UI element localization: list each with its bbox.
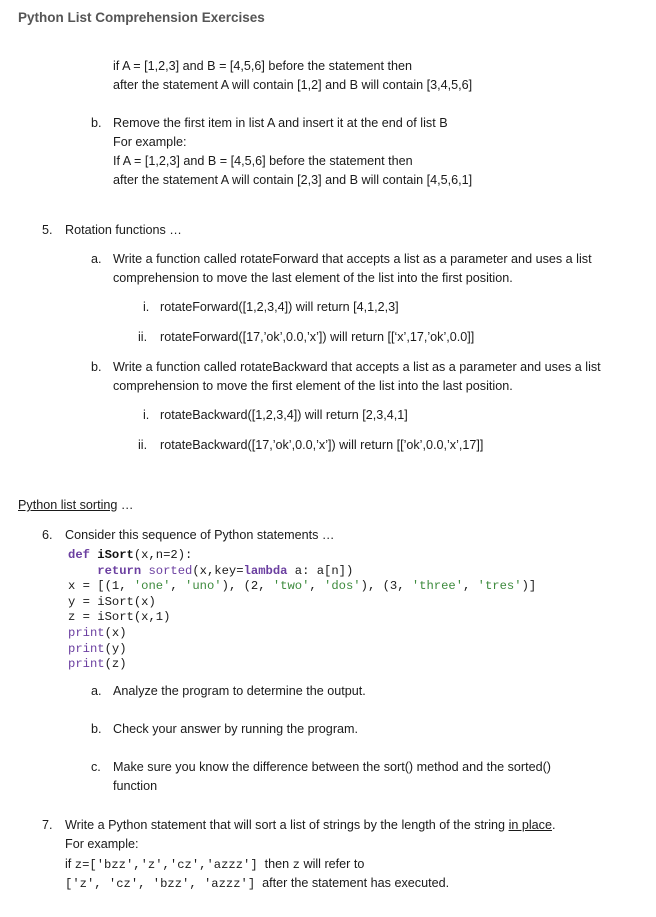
example-line xyxy=(65,874,449,894)
code-block xyxy=(68,548,536,673)
code-line: print(x) xyxy=(68,625,127,640)
section-heading-ellipsis: … xyxy=(117,498,134,512)
text-part: will refer to xyxy=(299,857,365,871)
list-marker: b. xyxy=(91,360,102,374)
exercise-text: after the statement A will contain [2,3] and B will contain [4,5,6,1] xyxy=(113,173,473,187)
exercise-text: function xyxy=(113,779,158,793)
text-part: after the statement has executed. xyxy=(255,876,450,890)
section-heading-text: Python list sorting xyxy=(18,498,118,512)
text-part: if xyxy=(65,857,75,871)
list-marker: i. xyxy=(143,408,150,422)
list-marker: a. xyxy=(91,684,102,698)
exercise-text: Analyze the program to determine the output. xyxy=(113,684,366,698)
exercise-text: Remove the first item in list A and insert it at the end of list B xyxy=(113,116,448,130)
exercise-text: For example: xyxy=(65,837,139,851)
exercise-text: Write a function called rotateBackward that accepts a list as a parameter and uses a list xyxy=(113,360,601,374)
exercise-text: comprehension to move the first element of the list into the last position. xyxy=(113,379,513,393)
code-line: def iSort(x,n=2): xyxy=(68,548,193,562)
code-line: return sorted(x,key=lambda a: a[n]) xyxy=(97,563,354,578)
inline-code: ['z', 'cz', 'bzz', 'azzz'] xyxy=(65,877,256,891)
code-line: x = [(1, 'one', 'uno'), (2, 'two', 'dos'), (3, 'three', 'tres')] xyxy=(68,579,537,594)
example-line: rotateForward([17,’ok’,0.0,’x’]) will return [[‘x’,17,’ok’,0.0]] xyxy=(160,330,475,344)
code-line: print(y) xyxy=(68,641,127,656)
question-title: Consider this sequence of Python statements … xyxy=(65,528,335,542)
list-marker: b. xyxy=(91,722,102,736)
example-line: after the statement A will contain [1,2] and B will contain [3,4,5,6] xyxy=(113,78,473,92)
code-line: print(z) xyxy=(68,657,127,672)
code-line: z = iSort(x,1) xyxy=(68,610,171,625)
example-line: if A = [1,2,3] and B = [4,5,6] before the statement then xyxy=(113,59,412,73)
question-number: 6. xyxy=(42,528,53,542)
inline-code: z=['bzz','z','cz','azzz'] xyxy=(74,858,258,872)
exercise-text: Make sure you know the difference between the sort() method and the sorted() xyxy=(113,760,551,774)
question-title: Rotation functions … xyxy=(65,223,182,237)
question-text-part: . xyxy=(551,818,556,832)
list-marker: b. xyxy=(91,116,102,130)
question-number: 7. xyxy=(42,818,53,832)
page-title: Python List Comprehension Exercises xyxy=(18,10,265,25)
list-marker: ii. xyxy=(138,438,148,452)
example-line: rotateBackward([1,2,3,4]) will return [2,3,4,1] xyxy=(160,408,408,422)
question-number: 5. xyxy=(42,223,53,237)
exercise-text: Write a function called rotateForward that accepts a list as a parameter and uses a list xyxy=(113,252,592,266)
exercise-text: If A = [1,2,3] and B = [4,5,6] before the statement then xyxy=(113,154,413,168)
example-line: rotateForward([1,2,3,4]) will return [4,1,2,3] xyxy=(160,300,399,314)
code-line: y = iSort(x) xyxy=(68,594,156,609)
list-marker: i. xyxy=(143,300,150,314)
inline-code: z xyxy=(292,858,300,872)
example-line xyxy=(65,855,364,875)
list-marker: a. xyxy=(91,252,102,266)
text-part: then xyxy=(257,857,293,871)
question-text-part: Write a Python statement that will sort a list of strings by the length of the string xyxy=(65,818,509,832)
exercise-text: For example: xyxy=(113,135,187,149)
list-marker: c. xyxy=(91,760,101,774)
question-text xyxy=(65,816,555,835)
example-line: rotateBackward([17,’ok’,0.0,’x’]) will return [[’ok’,0.0,’x’,17]] xyxy=(160,438,484,452)
emphasis-in-place: in place xyxy=(508,818,552,832)
section-heading xyxy=(18,496,134,515)
exercise-text: Check your answer by running the program. xyxy=(113,722,359,736)
list-marker: ii. xyxy=(138,330,148,344)
exercise-text: comprehension to move the last element of the list into the first position. xyxy=(113,271,513,285)
